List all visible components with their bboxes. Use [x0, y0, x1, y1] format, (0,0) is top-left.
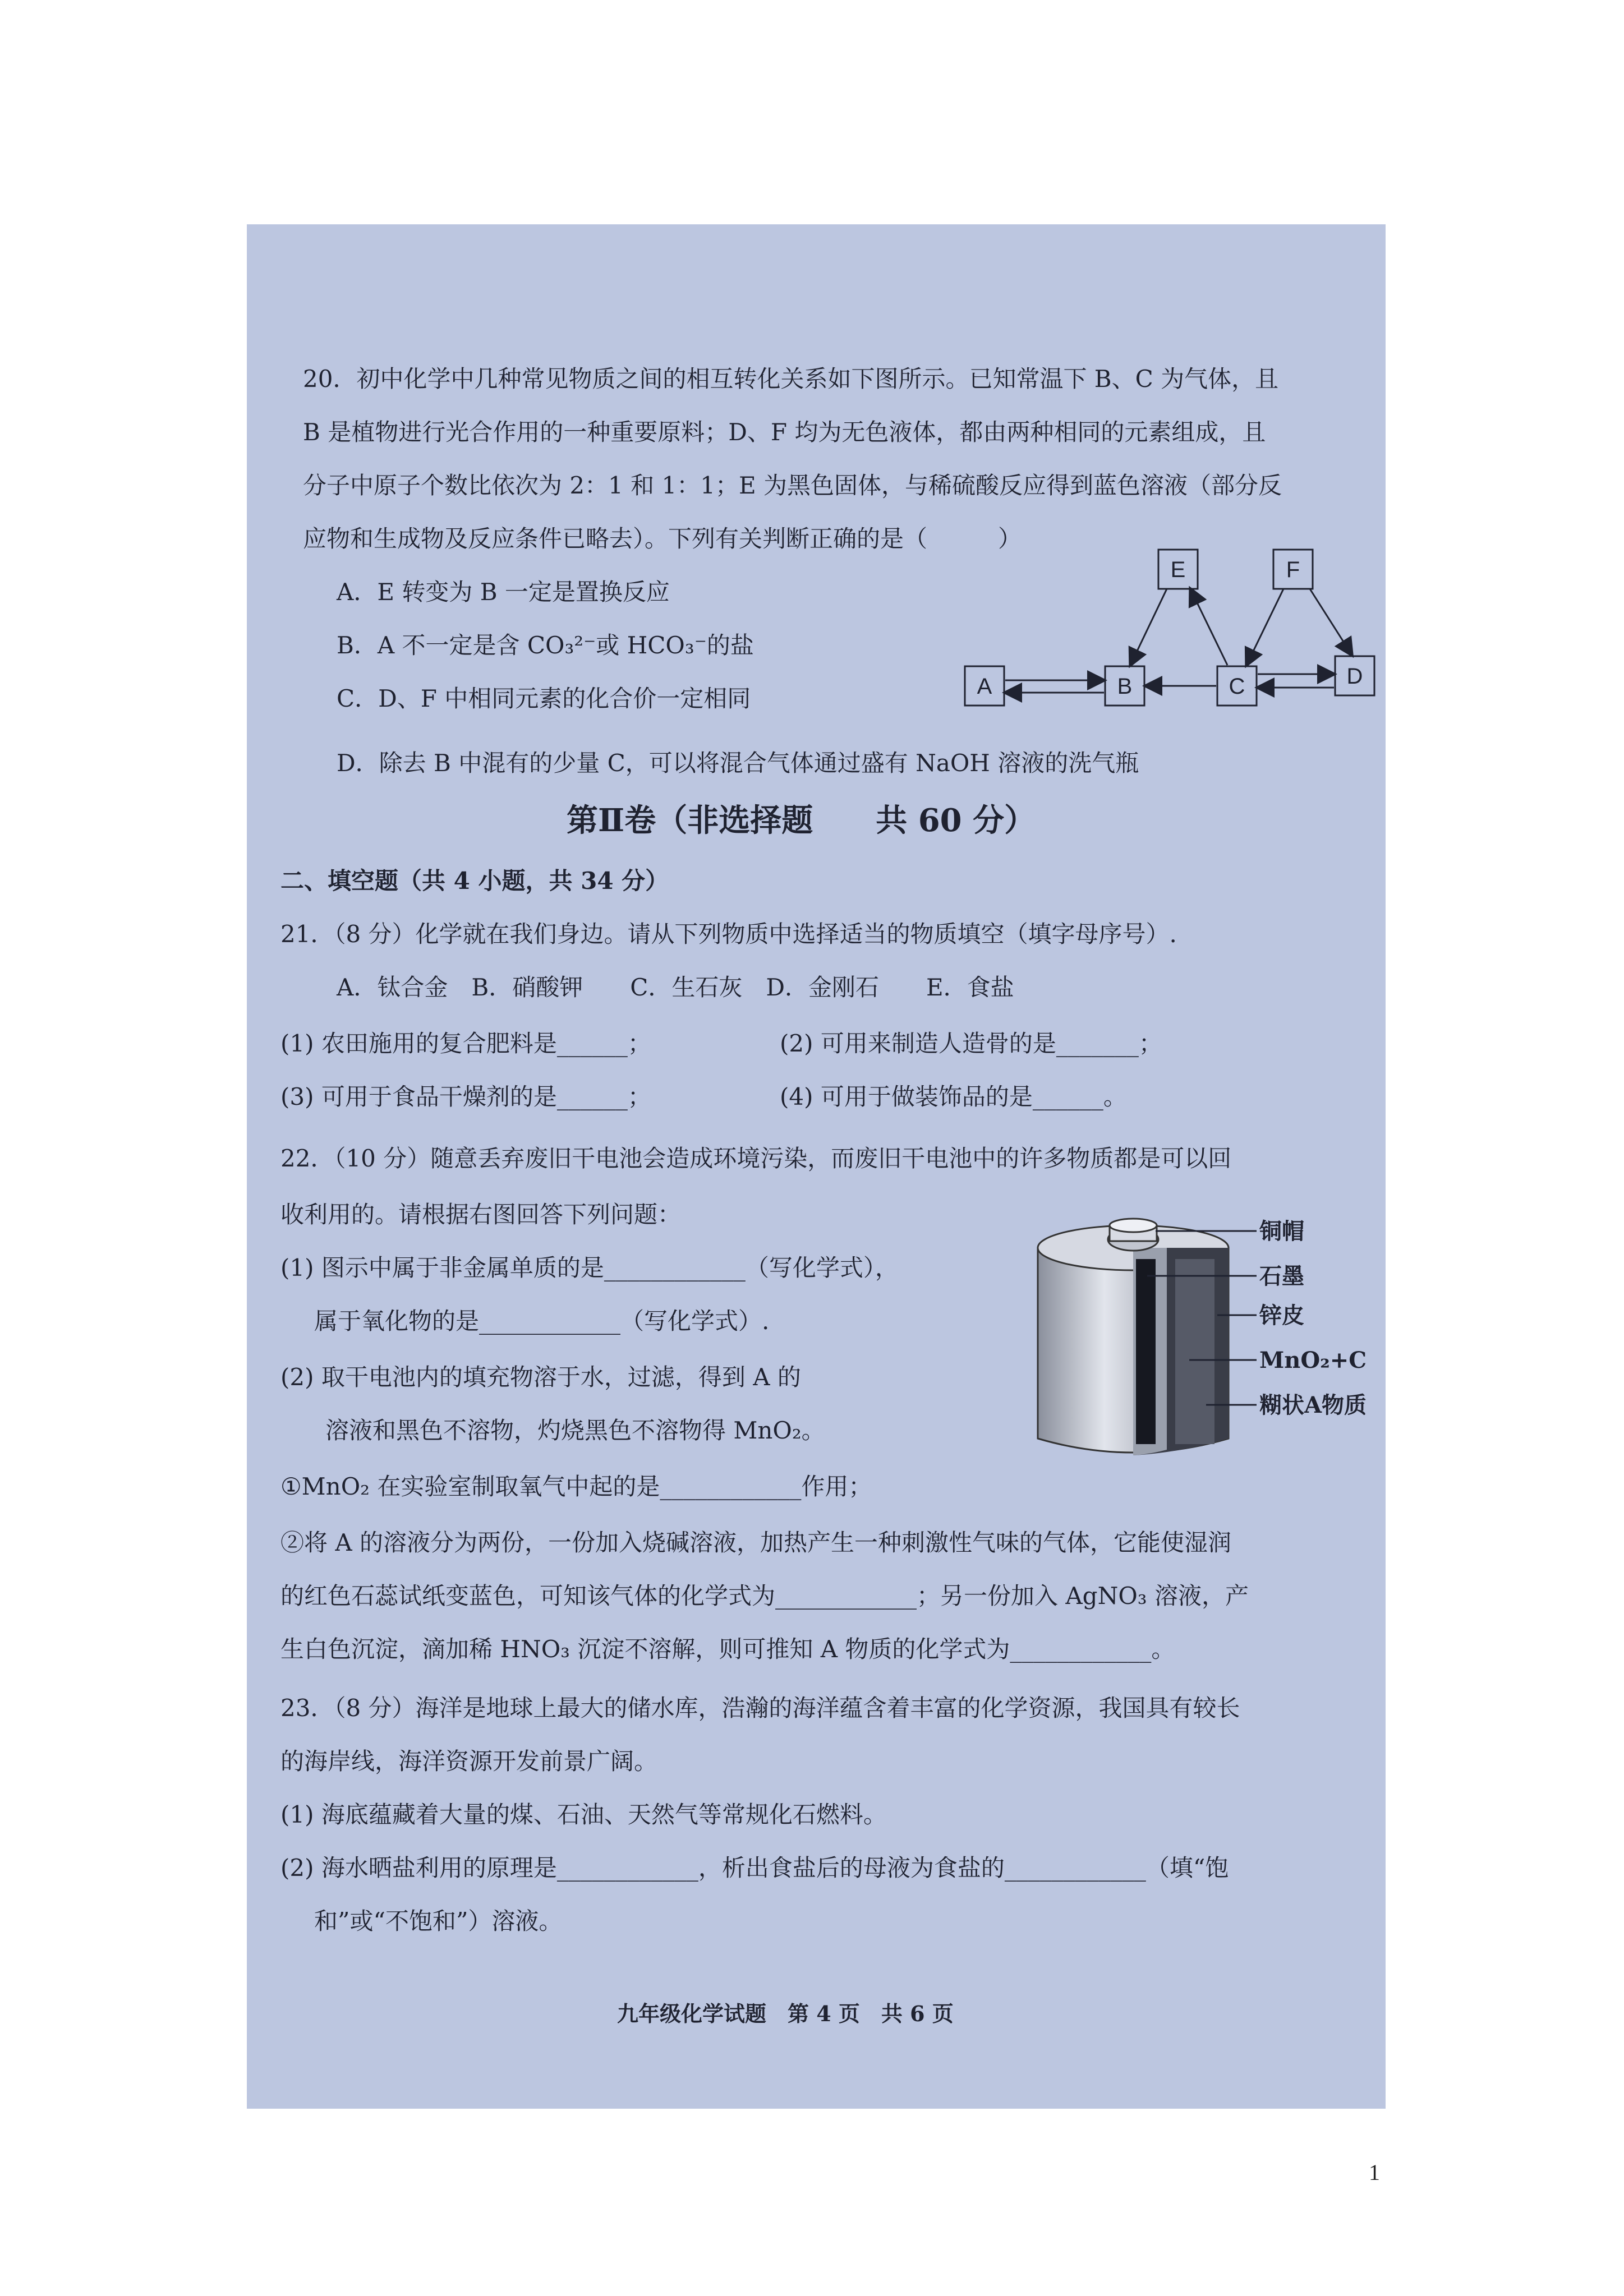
label-copper-cap: 铜帽 [1259, 1218, 1304, 1244]
label-mno2-c: MnO₂+C [1259, 1347, 1367, 1373]
q21-part-1: (1) 农田施用的复合肥料是______； [280, 1030, 651, 1057]
label-zinc-shell: 锌皮 [1259, 1302, 1304, 1329]
q20-option-a: A．E 转变为 B 一定是置换反应 [337, 578, 670, 606]
section-fill-in: 二、填空题（共 4 小题，共 34 分） [280, 867, 669, 895]
q22-sub-2a: ②将 A 的溶液分为两份，一份加入烧碱溶液，加热产生一种刺激性气味的气体，它能使湿润 [280, 1529, 1232, 1556]
label-paste-a: 糊状A物质 [1259, 1392, 1367, 1418]
q23-stem-2: 的海岸线，海洋资源开发前景广阔。 [280, 1748, 658, 1775]
q23-stem-1: 23．（8 分）海洋是地球上最大的储水库，浩瀚的海洋蕴含着丰富的化学资源，我国具有较长 [280, 1694, 1240, 1722]
q20-option-d: D．除去 B 中混有的少量 C，可以将混合气体通过盛有 NaOH 溶液的洗气瓶 [337, 749, 1139, 777]
q21-part-2: (2) 可用来制造人造骨的是_______； [780, 1030, 1162, 1057]
page-number: 1 [1369, 2160, 1380, 2185]
q22-part-1a: (1) 图示中属于非金属单质的是____________（写化学式）， [280, 1254, 899, 1281]
q23-part-1: (1) 海底蕴藏着大量的煤、石油、天然气等常规化石燃料。 [280, 1801, 887, 1828]
node-d: D [1346, 664, 1363, 689]
node-c: C [1229, 674, 1245, 699]
q22-sub-1: ①MnO₂ 在实验室制取氧气中起的是____________作用； [280, 1473, 872, 1500]
q21-part-3: (3) 可用于食品干燥剂的是______； [280, 1083, 651, 1110]
q22-stem-2: 收利用的。请根据右图回答下列问题： [280, 1201, 682, 1228]
scanned-exam-page [247, 224, 1386, 2109]
q20-option-c: C．D、F 中相同元素的化合价一定相同 [337, 685, 751, 712]
q20-line-4: 应物和生成物及反应条件已略去）。下列有关判断正确的是（ ） [303, 525, 1022, 552]
q21-part-4: (4) 可用于做装饰品的是______。 [780, 1083, 1127, 1110]
node-e: E [1170, 557, 1186, 582]
dry-cell-battery-image [1021, 1214, 1257, 1467]
q23-part-2b: 和”或“不饱和”）溶液。 [314, 1907, 563, 1935]
q22-part-2a: (2) 取干电池内的填充物溶于水，过滤，得到 A 的 [280, 1363, 801, 1391]
q22-sub-2b: 的红色石蕊试纸变蓝色，可知该气体的化学式为____________；另一份加入 AgNO₃ 溶液，产 [280, 1582, 1249, 1610]
q20-conversion-diagram [959, 544, 1386, 723]
q22-part-1b: 属于氧化物的是____________（写化学式）. [314, 1307, 770, 1335]
q20-option-b: B．A 不一定是含 CO₃²⁻或 HCO₃⁻的盐 [337, 631, 754, 659]
label-graphite: 石墨 [1259, 1263, 1304, 1289]
node-f: F [1286, 557, 1300, 582]
q22-part-2b: 溶液和黑色不溶物，灼烧黑色不溶物得 MnO₂。 [325, 1417, 825, 1444]
node-b: B [1117, 674, 1133, 699]
node-a: A [977, 674, 992, 699]
page-footer: 九年级化学试题 第 4 页 共 6 页 [617, 2001, 954, 2026]
q21-stem: 21．（8 分）化学就在我们身边。请从下列物质中选择适当的物质填空（填字母序号）. [280, 920, 1177, 948]
q20-line-3: 分子中原子个数比依次为 2：1 和 1：1；E 为黑色固体，与稀硫酸反应得到蓝色溶液（部分反 [303, 472, 1282, 499]
part2-title: 第Ⅱ卷（非选择题 共 60 分） [567, 802, 1036, 839]
q20-line-2: B 是植物进行光合作用的一种重要原料；D、F 均为无色液体，都由两种相同的元素组成，且 [303, 418, 1266, 446]
q20-line-1: 20．初中化学中几种常见物质之间的相互转化关系如下图所示。已知常温下 B、C 为气体，且 [303, 365, 1279, 393]
q22-stem-1: 22．（10 分）随意丢弃废旧干电池会造成环境污染，而废旧干电池中的许多物质都是可以回 [280, 1145, 1232, 1172]
q23-part-2a: (2) 海水晒盐利用的原理是____________，析出食盐后的母液为食盐的____________（填“饱 [280, 1854, 1229, 1882]
q21-options: A．钛合金 B．硝酸钾 C．生石灰 D．金刚石 E．食盐 [337, 974, 1014, 1001]
q22-sub-2c: 生白色沉淀，滴加稀 HNO₃ 沉淀不溶解，则可推知 A 物质的化学式为____________。 [280, 1635, 1175, 1663]
